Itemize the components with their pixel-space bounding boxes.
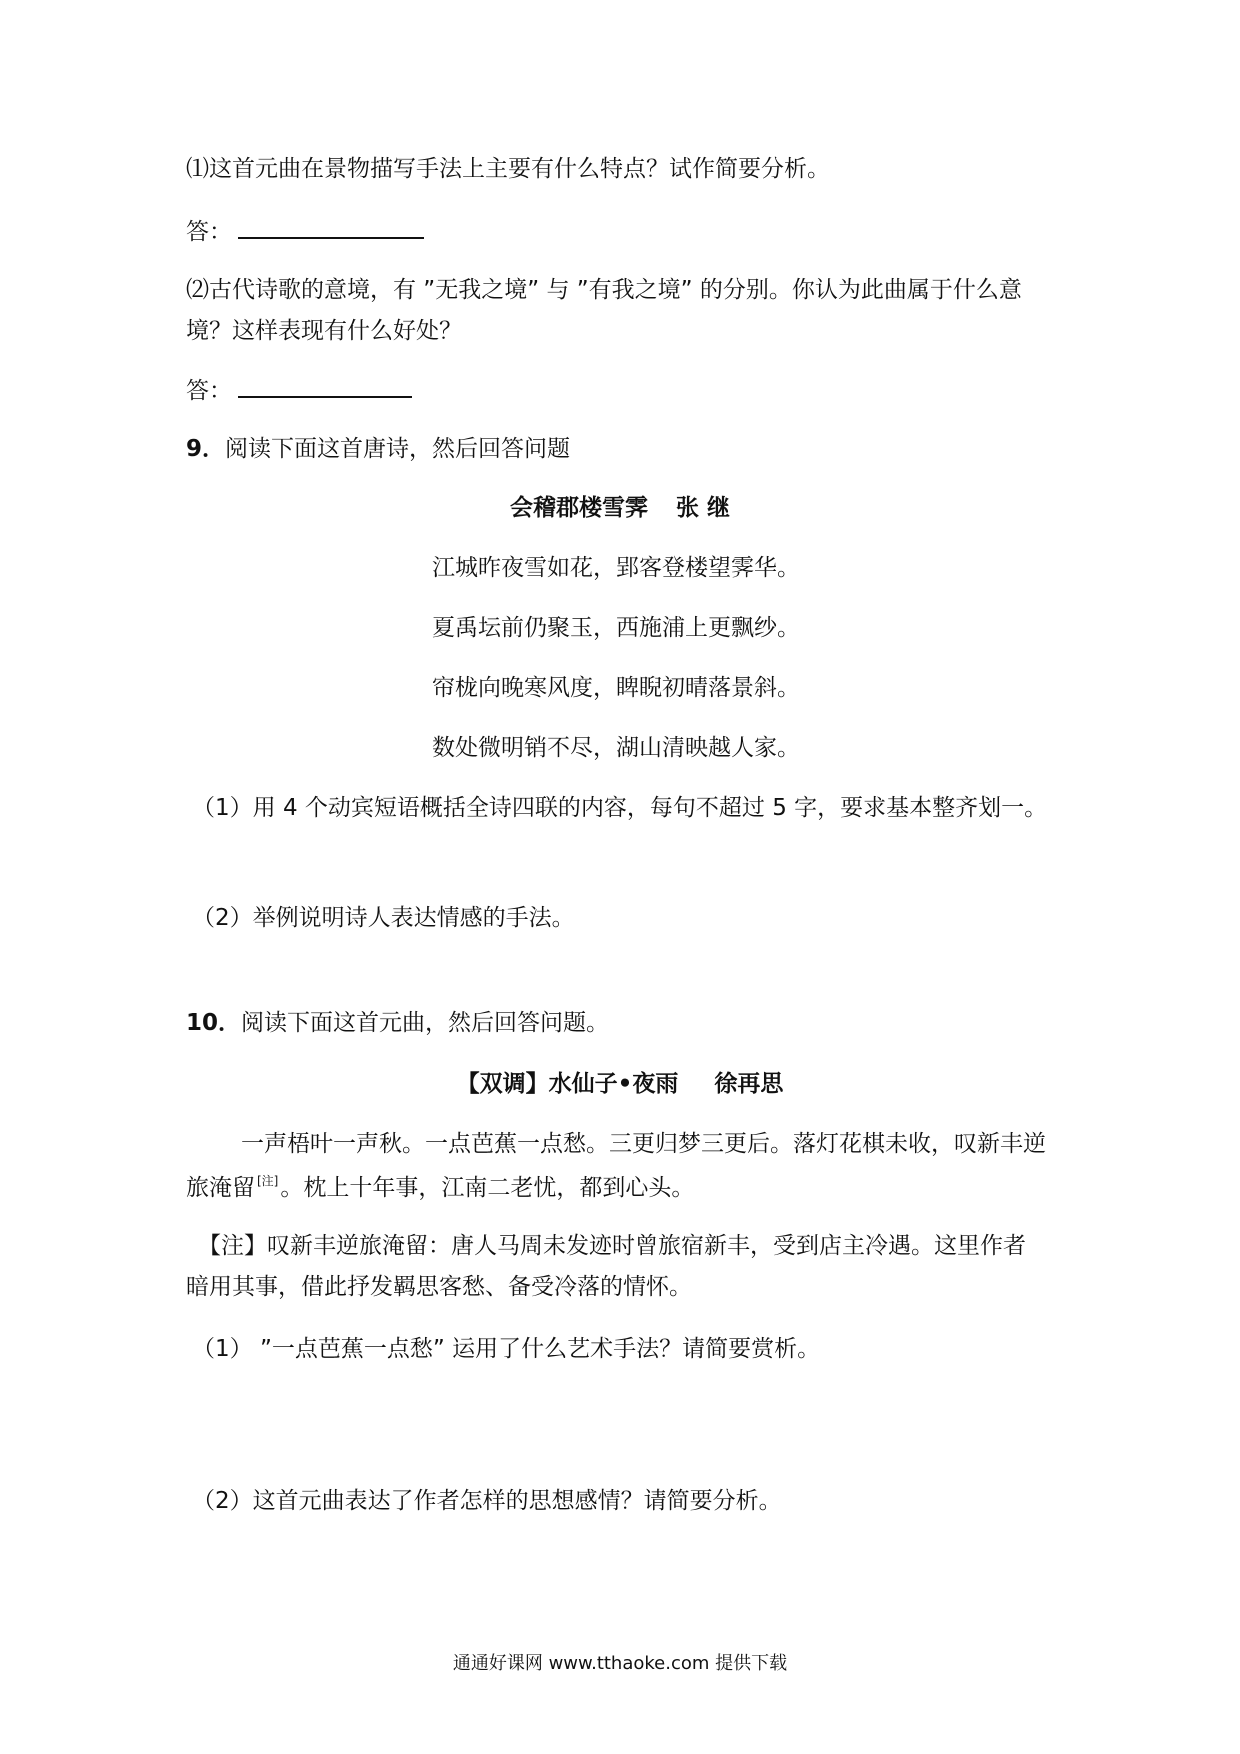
qu-text-line1: 一声梧叶一声秋。一点芭蕉一点愁。三更归梦三更后。落灯花棋未收，叹新丰逆	[241, 1131, 1046, 1157]
note-line2: 暗用其事，借此抒发羁思客愁、备受冷落的情怀。	[186, 1274, 692, 1300]
poem-line: 帘栊向晚寒风度，睥睨初晴落景斜。	[432, 675, 800, 701]
q9-poem-heading	[0, 497, 1240, 520]
q9-sub2: （2）举例说明诗人表达情感的手法。	[192, 905, 575, 931]
q8-sub1: ⑴这首元曲在景物描写手法上主要有什么特点？试作简要分析。	[186, 156, 830, 182]
qu-text-part: 。枕上十年事，江南二老忧，都到心头。	[280, 1175, 695, 1201]
poem-line: 数处微明销不尽，湖山清映越人家。	[432, 735, 800, 761]
poem-line: 夏禹坛前仍聚玉，西施浦上更飘纱。	[432, 615, 800, 641]
q10-sub2: （2）这首元曲表达了作者怎样的思想感情？请简要分析。	[192, 1488, 782, 1514]
poem-title: 会稽郡楼雪霁	[509, 495, 648, 521]
qu-author: 徐再思	[714, 1071, 784, 1097]
q8-sub2-line2: 境？这样表现有什么好处？	[186, 318, 462, 344]
answer-blank-1[interactable]	[238, 233, 424, 239]
answer-label: 答：	[186, 219, 232, 245]
q8-answer1	[186, 221, 424, 244]
poem-line: 江城昨夜雪如花，郢客登楼望霁华。	[432, 555, 800, 581]
q8-answer2	[186, 380, 412, 403]
answer-label: 答：	[186, 378, 232, 404]
q9-prompt: 阅读下面这首唐诗，然后回答问题	[225, 436, 571, 462]
qu-text-line2	[186, 1175, 694, 1200]
q10-heading	[186, 1012, 609, 1035]
q10-number: 10．	[186, 1010, 242, 1036]
answer-blank-2[interactable]	[238, 392, 412, 398]
q9-number: 9．	[186, 436, 226, 462]
note-marker: [注]	[257, 1174, 279, 1188]
note-line1: 【注】叹新丰逆旅淹留：唐人马周未发迹时曾旅宿新丰，受到店主冷遇。这里作者	[198, 1233, 1026, 1259]
q9-heading	[186, 438, 570, 461]
poem-author: 张 继	[675, 495, 730, 521]
qu-text-part: 旅淹留	[186, 1175, 255, 1201]
footer-text: 通通好课网 www.tthaoke.com 提供下载	[452, 1653, 788, 1674]
q10-sub1: （1） ”一点芭蕉一点愁” 运用了什么艺术手法？请简要赏析。	[192, 1336, 821, 1362]
q9-sub1: （1）用 4 个动宾短语概括全诗四联的内容，每句不超过 5 字，要求基本整齐划一。	[192, 795, 1048, 821]
q10-title-line	[0, 1073, 1240, 1096]
q10-prompt: 阅读下面这首元曲，然后回答问题。	[241, 1010, 610, 1036]
q8-sub2-line1: ⑵古代诗歌的意境，有 ”无我之境” 与 ”有我之境” 的分别。你认为此曲属于什么意	[186, 277, 1022, 303]
qu-title: 【双调】水仙子•夜雨	[456, 1071, 679, 1097]
